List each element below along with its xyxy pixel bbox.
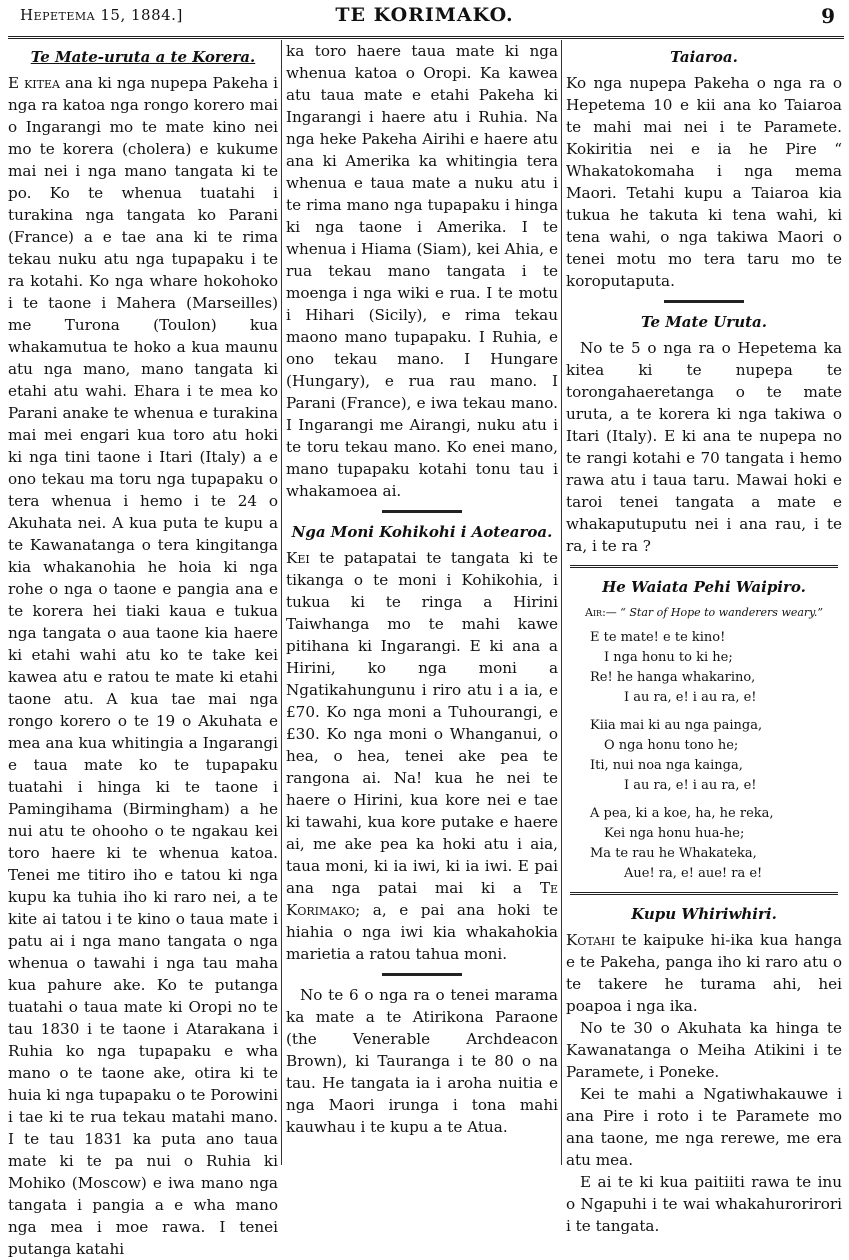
header-rule <box>8 36 844 39</box>
poem-tune: Air:— “ Star of Hope to wanderers weary.” <box>584 606 824 619</box>
paragraph-text: te kaipuke hi-ika kua hanga e te Pakeha, panga iho ki raro atu o te takere he turama ahi, hei poapoa i nga ika. <box>566 931 843 1015</box>
poem-line: Kiia mai ki au nga painga, <box>590 718 763 733</box>
article-paragraph: No te 30 o Akuhata ka hinga te Kawanatanga o Meiha Atikini i te Paramete, i Poneke. <box>566 1019 842 1081</box>
poem-line: A pea, ki a koe, ha, he reka, <box>590 806 774 821</box>
article-paragraph <box>8 72 278 1260</box>
column-2 <box>286 40 558 1165</box>
article-heading: Taiaroa. <box>670 48 738 66</box>
article-paragraph: E ai te ki kua paitiiti rawa te inu o Ngapuhi i te wai whakahurorirori i te tangata. <box>566 1173 842 1235</box>
section-rule <box>664 300 744 303</box>
article-paragraph: Ko nga nupepa Pakeha o nga ra o Hepetema 10 e kii ana ko Taiaroa te mahi mai nei i te Paramete. Kokiritia nei e ia he Pire “ Whakatokomaha i nga mema Maori. Tetahi kupu a Taiaroa kia tukua he takuta ki tena wahi, ki tena wahi, o nga takiwa Maori o tenei motu mo tera taru mo te koroputaputa. <box>566 74 842 290</box>
poem-line: Kei nga honu hua-he; <box>604 826 745 841</box>
article-heading: Te Mate Uruta. <box>641 313 767 331</box>
article-heading: Kupu Whiriwhiri. <box>631 905 777 923</box>
poem-line: Re! he hanga whakarino, <box>590 670 756 685</box>
issue-date: Hepetema 15, 1884.] <box>20 6 183 24</box>
column-divider <box>561 40 562 1165</box>
page-header <box>0 0 849 38</box>
section-rule <box>570 892 838 895</box>
newspaper-title: TE KORIMAKO. <box>335 4 514 26</box>
lead-words: E kitea <box>8 74 60 92</box>
poem-line: Ma te rau he Whakateka, <box>590 846 757 861</box>
lead-words: Kei <box>286 549 310 567</box>
poem-stanza <box>566 716 842 796</box>
poem-line: Aue! ra, e! aue! ra e! <box>624 866 763 881</box>
article-paragraph: Kei te mahi a Ngatiwhakauwe i ana Pire i roto i te Paramete mo ana taone, me nga rerewe, me era atu mea. <box>566 1085 842 1169</box>
paragraph-text: te patapatai te tangata ki te tikanga o te moni i Kohikohia, i tukua ki te ringa a Hirini Taiwhanga mo te mahi kawe pitihana ki Ingarangi. E ki ana a Hirini, ko nga moni a Ngatikahungunu i riro atu i a ia, e £70. Ko nga moni a Tuhourangi, e £30. Ko nga moni o Whanganui, o hea, o hea, tenei ake pea te rangona ai. Na! kua he nei te haere o Hirini, kua kore nei e tae ki tawahi, kua kore putake e haere ai, me ake pea ka hoki atu i aia, taua moni, ki ia iwi, ki ia iwi. E pai ana nga patai mai ki a <box>286 549 559 897</box>
poem-heading: He Waiata Pehi Waipiro. <box>602 578 806 596</box>
article-paragraph: No te 5 o nga ra o Hepetema ka kitea ki te nupepa te torongahaeretanga o te mate uruta, a te korera ki nga takiwa o Itari (Italy). E ki ana te nupepa no te rangi kotahi e 70 tangata i hemo rawa atu i taua taru. Mawai hoki e taroi tenei tangata a mate e whakaputuputu nei i ana rau, i te ra, i te ra ? <box>566 339 842 555</box>
poem-line: Iti, nui noa nga kainga, <box>590 758 743 773</box>
section-rule <box>570 565 838 568</box>
poem-line: I nga honu to ki he; <box>604 650 733 665</box>
column-3 <box>566 40 843 1235</box>
poem-line: I au ra, e! i au ra, e! <box>624 690 757 705</box>
page-number: 9 <box>821 4 835 28</box>
poem-line: O nga honu tono he; <box>604 738 739 753</box>
poem <box>566 628 842 884</box>
column-divider <box>281 40 282 1165</box>
column-1 <box>8 40 278 1258</box>
poem-stanza <box>566 804 842 884</box>
article-heading: Te Mate-uruta a te Korera. <box>30 48 256 66</box>
article-paragraph <box>286 547 558 965</box>
article-heading: Nga Moni Kohikohi i Aotearoa. <box>291 523 553 541</box>
poem-stanza <box>566 628 842 708</box>
article-paragraph: No te 6 o nga ra o tenei marama ka mate a te Atirikona Paraone (the Venerable Archdeacon Brown), ki Tauranga i te 80 o na tau. He tangata ia i aroha nuitia e nga Maori irunga i tona mahi kauwhau i te kupu a te Atua. <box>286 986 558 1136</box>
section-rule <box>382 973 462 976</box>
lead-words: Kotahi <box>566 931 615 949</box>
newspaper-name: Te Korimako <box>286 879 558 919</box>
section-rule <box>382 510 462 513</box>
paragraph-text: ana ki nga nupepa Pakeha i nga ra katoa nga rongo korero mai o Ingarangi mo te mate kino nei mo te korera (cholera) e kukume mai nei i nga mano tangata ki te po. Ko te whenua tuatahi i turakina nga tangata ko Parani (France) a e tae ana ki te rima tekau nuku atu nga tupapaku i te ra kotahi. Ko nga whare hokohoko i te taone i Mahera (Marseilles) me Turona (Toulon) kua whakamutua te hoko a kua maunu atu nga mano, mano tangata ki etahi atu wahi. Ehara i te mea ko Parani anake te whenua e turakina mai mei engari kua toro atu hoki ki nga tini taone i Itari (Italy) a e ono tekau ma toru nga tupapaku o tera whenua i hemo i te 24 o Akuhata nei. A kua puta te kupu a te Kawanatanga o tera kingitanga kia whakanohia he hoia ki nga rohe o nga o taone e pangia ana e te korera hei tiaki kaua e tukua nga tangata o aua taone kia haere ki etahi wahi atu ko te take kei kawea atu e ratou te mate ki etahi taone atu. A kua tae mai nga rongo korero o te 19 o Akuhata e mea ana kua whitingia a Ingarangi e taua mate ko te tupapaku tuatahi i hinga ki te taone i Pamingihama (Birmingham) a he nui atu te ohooho o te ngakau kei toro haere ki te whenua katoa. Tenei me titiro iho e tatou ki nga kupu ka tuhia iho ki raro nei, a te kite ai tatou i te kino o taua mate i patu ai i nga mano tangata o nga whenua o tawahi i nga tau maha kua pahure ake. Ko te putanga tuatahi o taua mate ki Oropi no te tau 1830 i te taone i Atarakana i Ruhia ko nga tupapaku e wha mano o te taone ake, otira ki te huia ki nga tupapaku o te Porowini i tae ki te rua tekau matahi mano. I te tau 1831 ka puta ano taua mate ki te pa nui o Ruhia ki Mohiko (Moscow) e iwa mano nga tangata i pangia a e wha mano nga mea i moe rawa. I tenei putanga katahi <box>8 74 278 1258</box>
paragraph-text: ; a, e pai ana hoki te hiahia o nga iwi kia whakahokia marietia a ratou tahua moni. <box>286 901 558 963</box>
poem-line: I au ra, e! i au ra, e! <box>624 778 757 793</box>
poem-line: E te mate! e te kino! <box>590 630 726 645</box>
article-paragraph <box>566 929 842 1017</box>
article-paragraph: ka toro haere taua mate ki nga whenua katoa o Oropi. Ka kawea atu taua mate e etahi Pakeha ki Ingarangi i haere atu i Ruhia. Na nga heke Pakeha Airihi e haere atu ana ki Amerika ka whitingia tera whenua e taua mate a nuku atu i te rima mano nga tupapaku i hinga ki nga taone i Amerika. I te whenua i Hiama (Siam), kei Ahia, e rua tekau mano tangata i te moenga i nga wiki e rua. I te motu i Hihari (Sicily), e rima tekau maono mano tupapaku. I Ruhia, e ono tekau mano. I Hungare (Hungary), e rua rau mano. I Parani (France), e iwa tekau mano. I Ingarangi me Airangi, nuku atu i te toru tekau mano. Ko enei mano, mano tupapaku kotahi tonu tau i whakamoea ai. <box>286 42 558 500</box>
